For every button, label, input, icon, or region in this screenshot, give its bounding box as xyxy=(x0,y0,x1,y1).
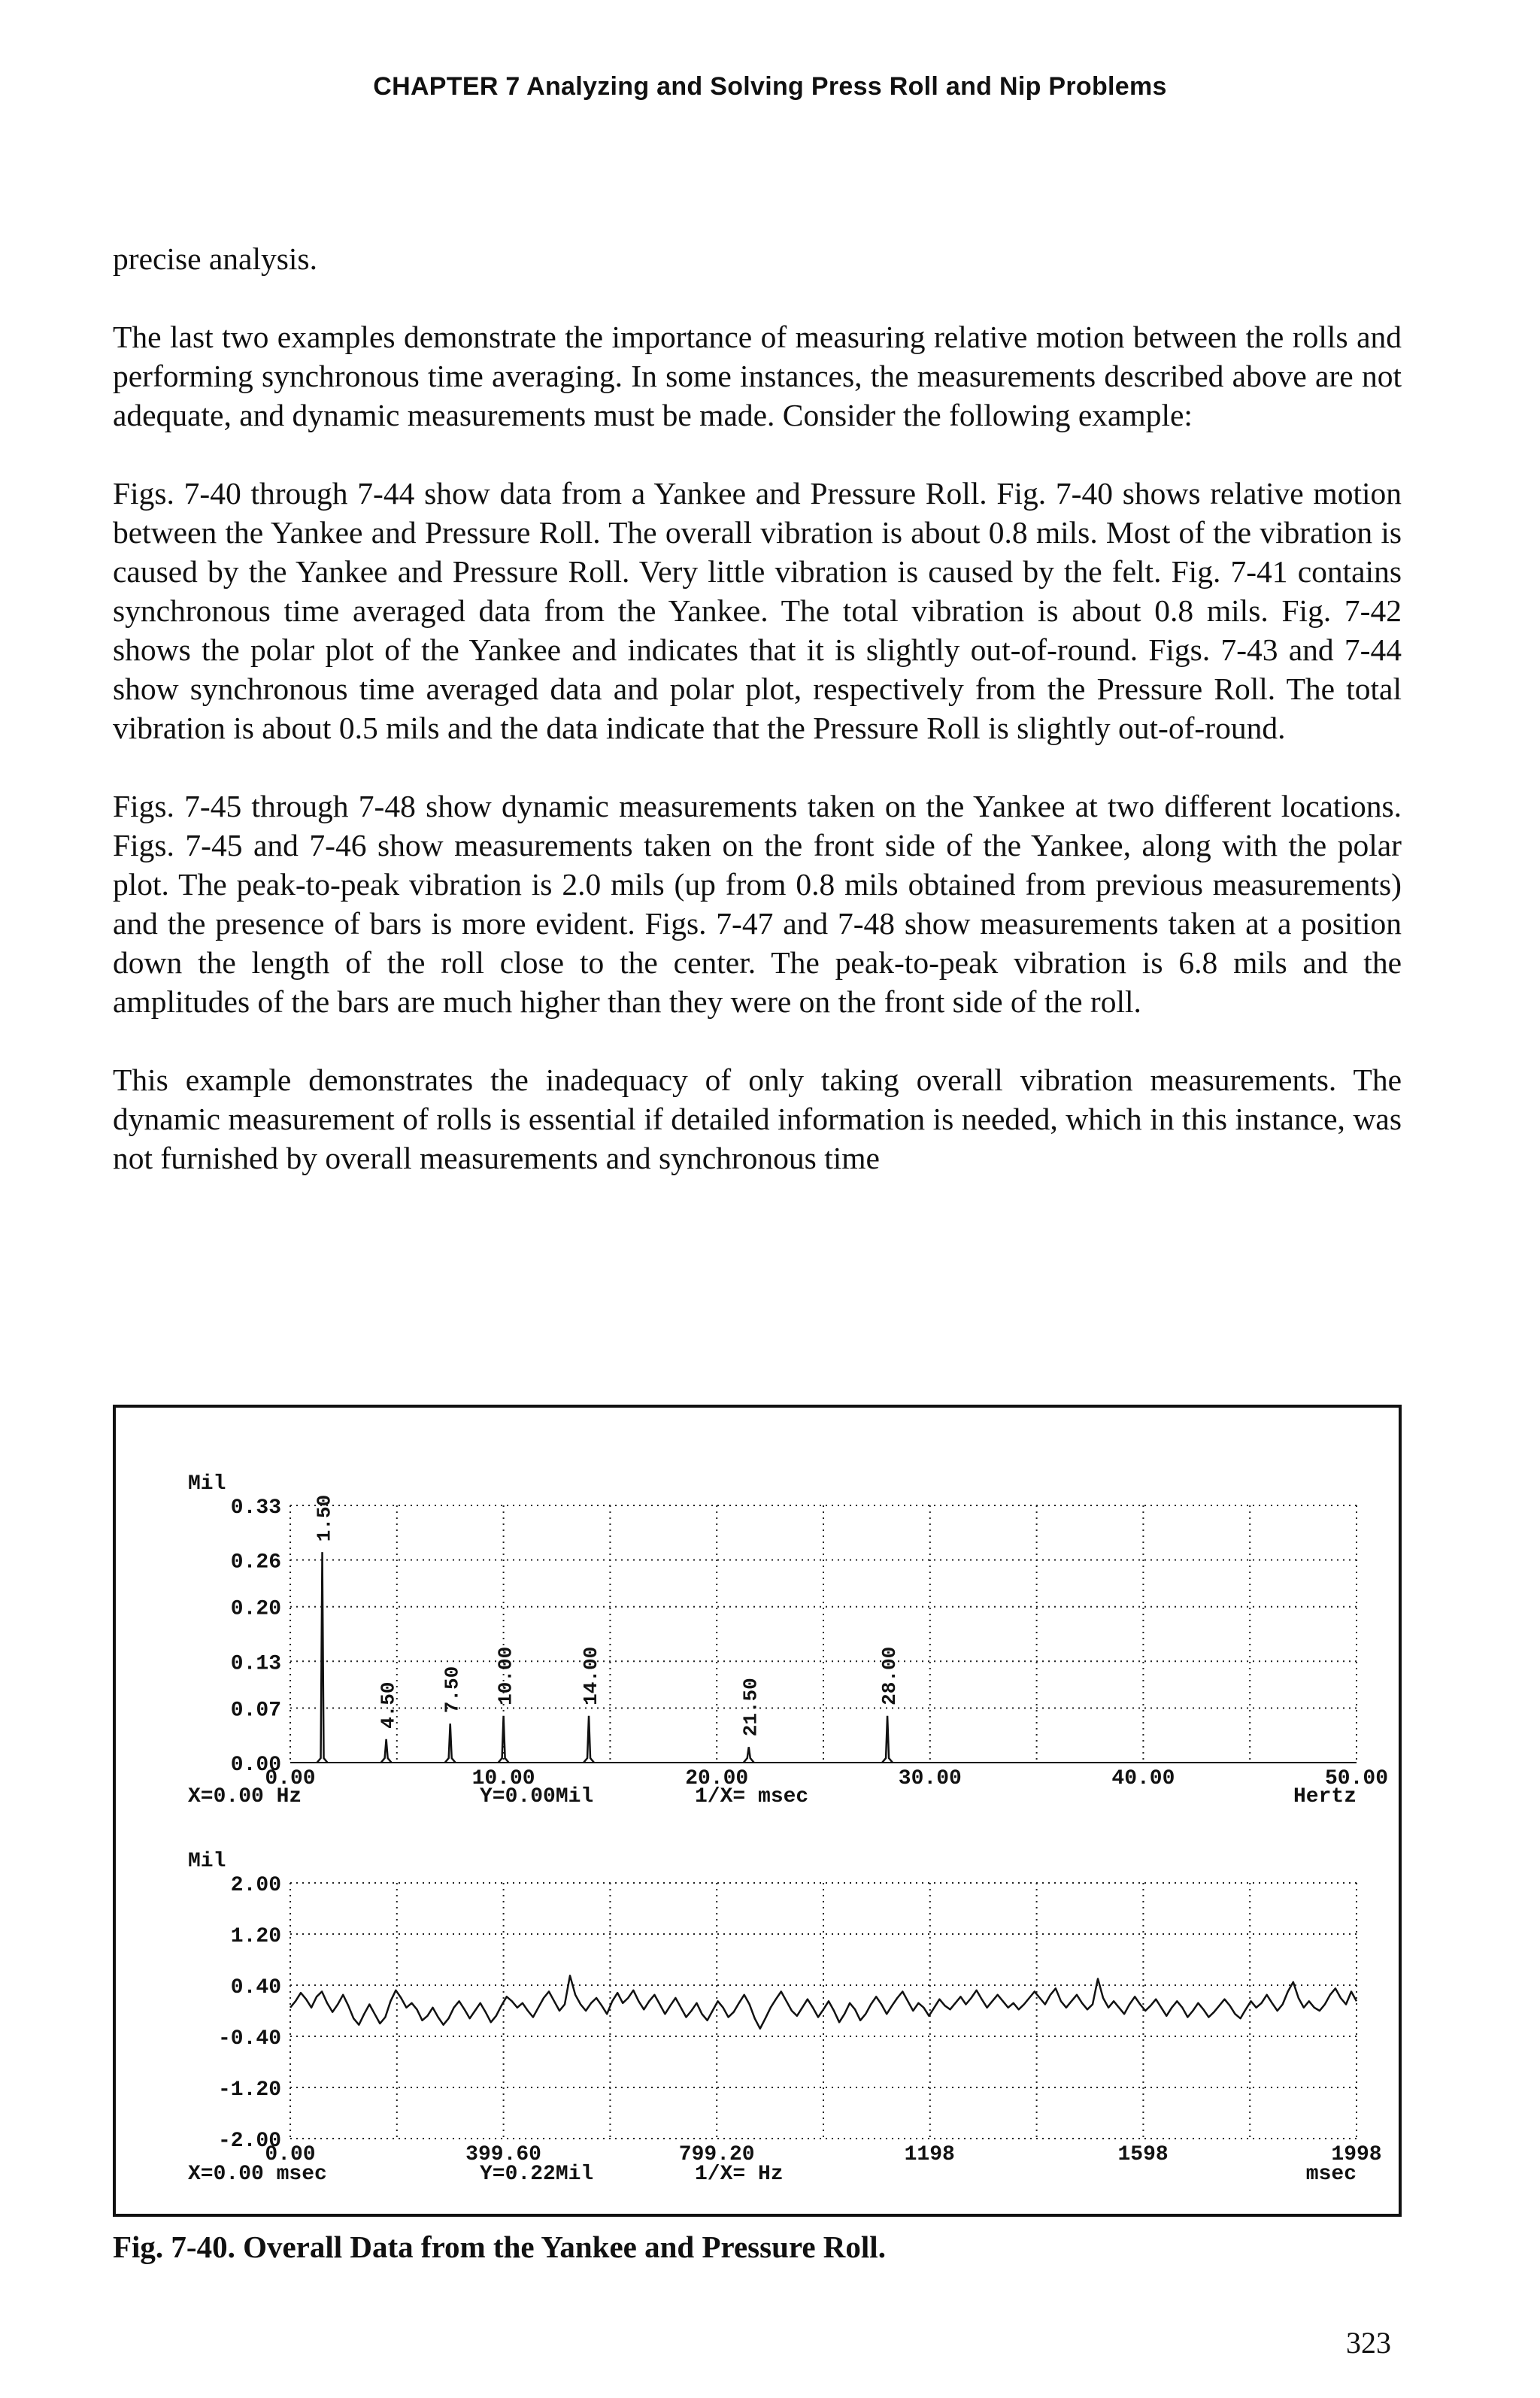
spectrum-chart xyxy=(188,1472,1388,1790)
waveform-y-tick-label: 0.40 xyxy=(230,1976,281,1999)
waveform-y-unit: Mil xyxy=(188,1850,226,1873)
spectrum-y-tick-label: 0.00 xyxy=(230,1754,281,1777)
waveform-y-tick-label: 1.20 xyxy=(230,1925,281,1948)
waveform-chart xyxy=(188,1850,1382,2166)
paragraph-4: Figs. 7-45 through 7-48 show dynamic measurements taken on the Yankee at two different locations. Figs. 7-45 and 7-46 show measurements taken on the front side of the Yankee, along with the polar plot. The peak-to-peak vibration is 2.0 mils (up from 0.8 mils obtained from previous measurements) and the presence of bars is more evident. Figs. 7-47 and 7-48 show measurements taken at a position down the length of the roll close to the center. The peak-to-peak vibration is 6.8 mils and the amplitudes of the bars are much higher than they were on the front side of the roll. xyxy=(113,789,1402,1019)
figure-caption: Fig. 7-40. Overall Data from the Yankee and Pressure Roll. xyxy=(113,2230,886,2264)
spectrum-peak-label: 14.00 xyxy=(580,1646,603,1705)
waveform-x-tick-label: 1598 xyxy=(1117,2143,1169,2166)
spectrum-y-tick-label: 0.07 xyxy=(230,1699,281,1723)
waveform-x-tick-label: 799.20 xyxy=(678,2143,755,2166)
spectrum-peak-label: 21.50 xyxy=(739,1678,762,1737)
waveform-y-tick-label: 2.00 xyxy=(230,1874,281,1897)
spectrum-x-tick-label: 50.00 xyxy=(1324,1767,1389,1790)
spectrum-y-readout: Y=0.00Mil xyxy=(480,1785,594,1808)
waveform-x-tick-label: 1998 xyxy=(1331,2143,1382,2166)
spectrum-peak xyxy=(882,1716,893,1763)
waveform-y-tick-label: -1.20 xyxy=(217,2078,281,2102)
waveform-x-readout: X=0.00 msec xyxy=(188,2163,327,2186)
waveform-unit-label: msec xyxy=(1305,2163,1357,2186)
running-header: CHAPTER 7 Analyzing and Solving Press Roll and Nip Problems xyxy=(373,72,1167,101)
paragraph-5: This example demonstrates the inadequacy of only taking overall vibration measurements. The dynamic measurement of rolls is essential if detailed information is needed, which in this instance, was not furnished by overall measurements and synchronous time xyxy=(113,1063,1402,1175)
waveform-series-line xyxy=(290,1975,1357,2029)
paragraph-2: The last two examples demonstrate the importance of measuring relative motion between the rolls and performing synchronous time averaging. In some instances, the measurements described above are not adequate, and dynamic measurements must be made. Consider the following example: xyxy=(113,320,1402,432)
waveform-y-readout: Y=0.22Mil xyxy=(480,2163,594,2186)
spectrum-y-unit: Mil xyxy=(188,1472,226,1496)
spectrum-x-tick-label: 40.00 xyxy=(1111,1767,1175,1790)
paragraph-1: precise analysis. xyxy=(113,241,317,276)
page-number: 323 xyxy=(1346,2326,1391,2360)
spectrum-y-tick-label: 0.33 xyxy=(230,1496,281,1520)
waveform-y-tick-label: -0.40 xyxy=(217,2027,281,2051)
waveform-x-tick-label: 0.00 xyxy=(265,2143,316,2166)
spectrum-peak xyxy=(445,1723,456,1763)
spectrum-peak-label: 10.00 xyxy=(494,1646,517,1705)
spectrum-peak-label: 28.00 xyxy=(878,1646,902,1705)
spectrum-peak xyxy=(584,1716,594,1763)
spectrum-x-tick-label: 0.00 xyxy=(265,1767,316,1790)
spectrum-peak xyxy=(317,1552,328,1763)
spectrum-peak-label: 7.50 xyxy=(441,1666,464,1714)
spectrum-x-tick-label: 30.00 xyxy=(898,1767,962,1790)
spectrum-y-tick-label: 0.20 xyxy=(230,1597,281,1621)
waveform-inv-readout: 1/X= Hz xyxy=(695,2163,784,2186)
spectrum-y-tick-label: 0.26 xyxy=(230,1551,281,1575)
body-text xyxy=(113,239,1402,1178)
spectrum-x-tick-label: 20.00 xyxy=(685,1767,749,1790)
figure-frame xyxy=(113,1405,1402,2217)
waveform-x-tick-label: 1198 xyxy=(904,2143,955,2166)
spectrum-x-readout: X=0.00 Hz xyxy=(188,1785,302,1808)
spectrum-unit-label: Hertz xyxy=(1293,1785,1357,1808)
waveform-y-tick-label: -2.00 xyxy=(217,2130,281,2153)
spectrum-y-tick-label: 0.13 xyxy=(230,1652,281,1676)
spectrum-x-tick-label: 10.00 xyxy=(471,1767,535,1790)
paragraph-3: Figs. 7-40 through 7-44 show data from a Yankee and Pressure Roll. Fig. 7-40 shows relative motion between the Yankee and Pressure Roll. The overall vibration is about 0.8 mils. Most of the vibration is caused by the Yankee and Pressure Roll. Very little vibration is caused by the felt. Fig. 7-41 contains synchronous time averaged data from the Yankee. The total vibration is about 0.8 mils. Fig. 7-42 shows the polar plot of the Yankee and indicates that it is slightly out-of-round. Figs. 7-43 and 7-44 show synchronous time averaged data and polar plot, respectively from the Pressure Roll. The total vibration is about 0.5 mils and the data indicate that the Pressure Roll is slightly out-of-round. xyxy=(113,476,1402,745)
spectrum-peak xyxy=(381,1739,392,1763)
spectrum-peak-label: 4.50 xyxy=(377,1681,400,1729)
spectrum-peak xyxy=(744,1747,754,1763)
spectrum-peak xyxy=(499,1716,509,1763)
spectrum-inv-readout: 1/X= msec xyxy=(695,1785,809,1808)
spectrum-peak-label: 1.50 xyxy=(313,1494,336,1542)
waveform-x-tick-label: 399.60 xyxy=(465,2143,542,2166)
figure-plots xyxy=(116,1408,1399,2214)
